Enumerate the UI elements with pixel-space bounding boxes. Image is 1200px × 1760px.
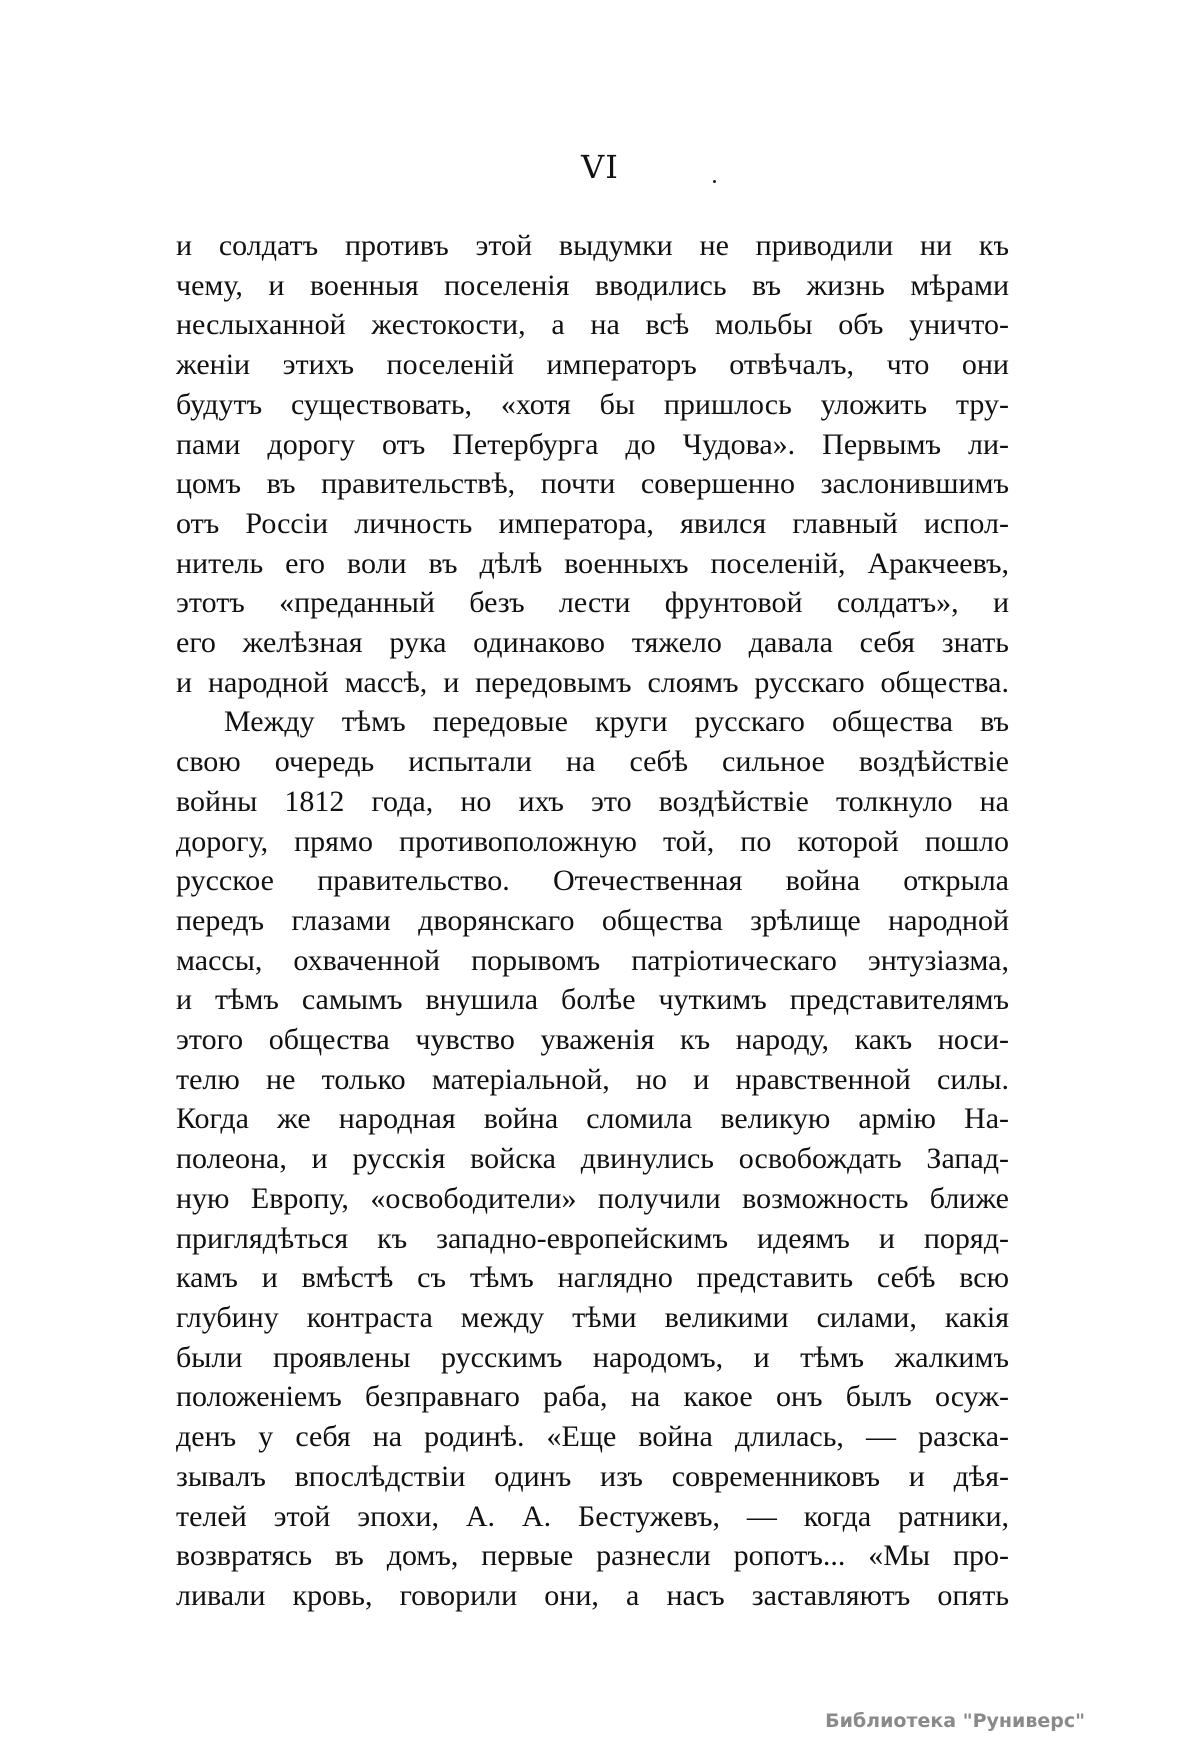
text-line: ную Европу, «освободители» получили возможность ближе [176, 1181, 1009, 1215]
text-line: дорогу, прямо противоположную той, по которой пошло [176, 824, 1009, 858]
text-line: неслыханной жестокости, а на всѣ мольбы объ уничто- [176, 308, 1009, 342]
text-line: его желѣзная рука одинаково тяжело давала себя знать [176, 626, 1009, 660]
library-watermark: Библиотека "Руниверс" [825, 1710, 1085, 1732]
text-line: этого общества чувство уваженія къ народу, какъ носи- [176, 1023, 1009, 1057]
text-line: полеона, и русскія войска двинулись освобождать Запад- [176, 1142, 1009, 1176]
text-line: положеніемъ безправнаго раба, на какое онъ былъ осуж- [176, 1380, 1009, 1414]
text-line: зывалъ впослѣдствіи одинъ изъ современниковъ и дѣя- [176, 1459, 1009, 1493]
text-line: пами дорогу отъ Петербурга до Чудова». Первымъ ли- [176, 427, 1009, 461]
paragraph-2 [176, 702, 1009, 1615]
text-line: денъ у себя на родинѣ. «Еще война длилась, — разска- [176, 1420, 1009, 1454]
text-line: этотъ «преданный безъ лести фрунтовой солдатъ», и [176, 586, 1009, 620]
text-line: приглядѣться къ западно-европейскимъ идеямъ и поряд- [176, 1221, 1009, 1255]
page-number: VI [581, 148, 619, 186]
text-line: ливали кровь, говорили они, а насъ заставляютъ опять [176, 1578, 1009, 1612]
text-line: массы, охваченной порывомъ патріотическаго энтузіазма, [176, 943, 1009, 977]
text-line: отъ Россіи личность императора, явился главный испол- [176, 506, 1009, 540]
text-line: камъ и вмѣстѣ съ тѣмъ наглядно представить себѣ всю [176, 1261, 1009, 1295]
paragraph-1 [176, 226, 1009, 702]
text-line: Между тѣмъ передовые круги русскаго общества въ [224, 705, 1009, 739]
text-line: нитель его воли въ дѣлѣ военныхъ поселеній, Аракчеевъ, [176, 546, 1009, 580]
text-line: передъ глазами дворянскаго общества зрѣлище народной [176, 903, 1009, 937]
text-line: были проявлены русскимъ народомъ, и тѣмъ жалкимъ [176, 1340, 1009, 1374]
text-line: войны 1812 года, но ихъ это воздѣйствіе толкнуло на [176, 784, 1009, 818]
text-line: возвратясь въ домъ, первые разнесли ропотъ... «Мы про- [176, 1539, 1009, 1573]
text-line: женіи этихъ поселеній императоръ отвѣчалъ, что они [176, 348, 1009, 382]
print-speck [713, 180, 716, 183]
text-line: чему, и военныя поселенія вводились въ жизнь мѣрами [176, 268, 1009, 302]
text-line: телю не только матеріальной, но и нравственной силы. [176, 1062, 1009, 1096]
text-line: и тѣмъ самымъ внушила болѣе чуткимъ представителямъ [176, 983, 1009, 1017]
text-line: телей этой эпохи, А. А. Бестужевъ, — когда ратники, [176, 1499, 1009, 1533]
page-text [176, 226, 1009, 1616]
text-line: глубину контраста между тѣми великими силами, какія [176, 1300, 1009, 1334]
text-line: русское правительство. Отечественная война открыла [176, 864, 1009, 898]
text-line: цомъ въ правительствѣ, почти совершенно заслонившимъ [176, 467, 1009, 501]
text-line: свою очередь испытали на себѣ сильное воздѣйствіе [176, 745, 1009, 779]
text-line: и народной массѣ, и передовымъ слоямъ русскаго общества. [176, 665, 1009, 699]
text-line: Когда же народная война сломила великую армію На- [176, 1102, 1009, 1136]
text-line: будутъ существовать, «хотя бы пришлось уложить тру- [176, 387, 1009, 421]
text-line: и солдатъ противъ этой выдумки не приводили ни къ [176, 229, 1009, 262]
